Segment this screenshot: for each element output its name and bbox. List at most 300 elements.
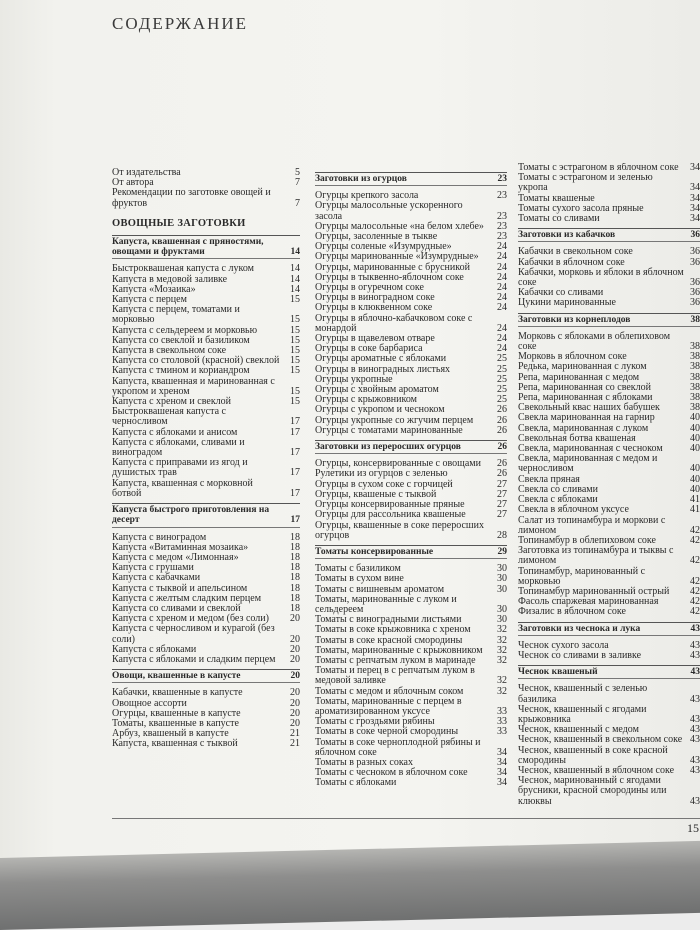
toc-entry-title: Огурцы в соке барбариса: [315, 343, 423, 355]
toc-entry-page: 40: [690, 463, 700, 475]
toc-entry-page: 18: [290, 562, 300, 574]
section-header-page: 26: [497, 442, 507, 453]
toc-entry: [315, 666, 507, 686]
toc-entry-page: 36: [690, 246, 700, 258]
toc-entry-title: Огурцы с крыжовником: [315, 394, 417, 406]
toc-entry-page: 23: [497, 190, 507, 202]
section-header-title: Капуста, квашенная с пряностями, овощами и фруктами: [112, 237, 264, 258]
toc-entry-title: Огурцы в тыквенно-яблочном соке: [315, 271, 464, 283]
toc-entry-title: Чеснок сухого засола: [518, 639, 609, 651]
section-header-title: Овощи, квашенные в капусте: [112, 671, 241, 682]
toc-entry-title: Быстроквашеная капуста с черносливом: [112, 406, 226, 428]
toc-entry-page: 34: [497, 756, 507, 768]
toc-entry-title: Капуста, квашенная с морковной ботвой: [112, 477, 253, 499]
toc-entry-title: Капуста «Витаминная мозаика»: [112, 541, 249, 553]
toc-entry-page: 21: [290, 728, 300, 740]
toc-column-1: [112, 168, 300, 750]
toc-column-3: [518, 163, 700, 807]
toc-entry-page: 18: [290, 592, 300, 604]
toc-entry-page: 34: [690, 163, 700, 173]
toc-entry: [518, 651, 700, 661]
toc-entry-page: 24: [497, 302, 507, 314]
toc-entry: [315, 314, 507, 334]
toc-entry-title: Огурцы в клюквенном соке: [315, 302, 433, 314]
toc-entry-title: Чеснок, квашенный с зеленью базилика: [518, 683, 648, 705]
toc-entry-page: 20: [290, 653, 300, 665]
toc-entry-page: 21: [290, 738, 300, 750]
toc-entry-page: 20: [290, 717, 300, 729]
toc-entry-title: От издательства: [112, 167, 181, 178]
toc-entry: [518, 776, 700, 807]
section-header-page: 23: [497, 174, 507, 184]
toc-entry-page: 34: [690, 192, 700, 204]
toc-entry-title: Томаты с базиликом: [315, 563, 401, 575]
toc-entry-page: 43: [690, 724, 700, 736]
toc-entry-title: Кабачки со сливами: [518, 287, 604, 299]
toc-entry-title: Капуста «Мозаика»: [112, 283, 196, 295]
toc-entry-page: 42: [690, 606, 700, 618]
toc-entry-page: 15: [290, 396, 300, 408]
toc-entry-title: Репа, маринованная со свеклой: [518, 381, 652, 393]
toc-entry-title: Огурцы в яблочно-кабачковом соке с монардой: [315, 312, 473, 334]
section-header-page: 43: [690, 667, 700, 678]
toc-entry-title: Капуста с яблоками и сладким перцем: [112, 653, 276, 665]
toc-entry-page: 15: [290, 334, 300, 346]
toc-entry-page: 40: [690, 432, 700, 444]
toc-entry-title: Огурцы малосольные ускоренного засола: [315, 200, 463, 222]
toc-entry-page: 17: [290, 447, 300, 459]
toc-entry-page: 7: [295, 177, 300, 189]
toc-entry-title: Огурцы укропные со жгучим перцем: [315, 414, 474, 426]
toc-entry: [315, 574, 507, 584]
toc-entry-title: Томаты в сухом вине: [315, 573, 404, 585]
toc-entry-title: Капуста с яблоками: [112, 643, 197, 655]
toc-entry-page: 43: [690, 649, 700, 661]
toc-entry: [518, 332, 700, 352]
section-header-title: Томаты консервированные: [315, 546, 434, 557]
toc-entry-title: Салат из топинамбура и моркови с лимоном: [518, 514, 666, 536]
toc-entry-title: Томаты в соке красной смородины: [315, 634, 463, 646]
toc-entry-title: Репа, маринованная с яблоками: [518, 392, 653, 404]
toc-entry: [518, 705, 700, 725]
toc-entry-title: Огурцы в огуречном соке: [315, 282, 424, 294]
section-header-page: 29: [497, 546, 507, 557]
toc-entry-title: Капуста с медом «Лимонная»: [112, 551, 239, 563]
toc-entry-page: 30: [497, 583, 507, 595]
toc-entry-title: Капуста с хреном и медом (без соли): [112, 613, 269, 625]
toc-entry-title: Огурцы, засоленные в тыкве: [315, 231, 438, 243]
toc-entry-title: Капуста с желтым сладким перцем: [112, 592, 262, 604]
toc-entry-page: 40: [690, 483, 700, 495]
section-header: [518, 665, 700, 679]
toc-entry-page: 15: [290, 355, 300, 367]
toc-entry-page: 43: [690, 754, 700, 766]
toc-entry-title: Капуста, квашенная с тыквой: [112, 738, 238, 750]
toc-entry-title: Томаты в разных соках: [315, 756, 413, 768]
toc-entry-title: Огурцы маринованные «Изумрудные»: [315, 251, 479, 263]
toc-entry-title: Томаты со сливами: [518, 213, 600, 225]
toc-entry-title: Капуста с грушами: [112, 562, 194, 574]
toc-entry-page: 32: [497, 624, 507, 636]
toc-entry: [518, 746, 700, 766]
toc-entry-title: Чеснок, квашенный в свекольном соке: [518, 734, 683, 746]
section-header-title: Заготовки из огурцов: [315, 174, 407, 184]
section-header-title: Заготовки из чеснока и лука: [518, 623, 641, 634]
toc-entry-title: Томаты с вишневым ароматом: [315, 583, 445, 595]
toc-entry-title: Топинамбур маринованный острый: [518, 585, 670, 597]
toc-entry-page: 43: [690, 639, 700, 651]
toc-entry-title: Чеснок со сливами в заливке: [518, 649, 642, 661]
toc-entry: [112, 739, 300, 749]
toc-entry: [518, 516, 700, 536]
toc-entry-page: 36: [690, 256, 700, 268]
section-header-page: 38: [690, 314, 700, 325]
toc-entry-title: Капуста со столовой (красной) свеклой: [112, 355, 280, 367]
toc-entry-title: Арбуз, квашеный в капусте: [112, 728, 229, 740]
toc-entry-page: 34: [690, 182, 700, 194]
toc-entry-page: 26: [497, 424, 507, 436]
toc-entry-title: Рекомендации по заготовке овощей и фруктов: [112, 187, 271, 209]
toc-entry: [518, 173, 700, 193]
toc-entry-page: 42: [690, 596, 700, 608]
toc-entry-page: 42: [690, 585, 700, 597]
toc-entry-title: Томаты, маринованные с крыжовником: [315, 644, 483, 656]
toc-entry-page: 17: [290, 426, 300, 438]
toc-entry-title: Чеснок, квашенный с ягодами крыжовника: [518, 703, 647, 725]
toc-entry: [112, 407, 300, 427]
toc-entry-page: 40: [690, 412, 700, 424]
toc-entry-page: 36: [690, 277, 700, 289]
toc-entry-title: Томаты с гроздьями рябины: [315, 716, 435, 728]
toc-entry-title: Огурцы, квашенные в капусте: [112, 707, 241, 719]
toc-entry-title: Заготовка из топинамбура и тыквы с лимоном: [518, 545, 674, 567]
page-title: СОДЕРЖАНИЕ: [112, 14, 249, 33]
toc-entry-title: Фасоль спаржевая маринованная: [518, 596, 659, 608]
toc-entry-page: 7: [295, 197, 300, 209]
toc-entry-page: 18: [290, 541, 300, 553]
toc-entry-page: 24: [497, 251, 507, 263]
toc-entry-page: 18: [290, 531, 300, 543]
toc-entry-page: 42: [690, 524, 700, 536]
toc-entry-page: 18: [290, 602, 300, 614]
toc-entry-title: Томаты и перец в с репчатым луком в медовой заливке: [315, 665, 475, 687]
toc-entry-title: Огурцы крепкого засола: [315, 190, 419, 202]
toc-entry-page: 15: [290, 385, 300, 397]
section-header-page: 43: [690, 623, 700, 634]
toc-entry: [315, 201, 507, 221]
toc-entry-title: Рулетики из огурцов с зеленью: [315, 468, 448, 480]
toc-entry: [315, 738, 507, 758]
toc-entry-page: 20: [290, 687, 300, 699]
toc-entry-page: 20: [290, 643, 300, 655]
toc-entry-page: 17: [290, 487, 300, 499]
toc-entry-title: Капуста с яблоками, сливами и виноградом: [112, 436, 245, 459]
toc-entry: [315, 778, 507, 788]
toc-entry-page: 43: [690, 693, 700, 705]
toc-entry-page: 20: [290, 613, 300, 625]
toc-entry-page: 43: [690, 764, 700, 776]
toc-entry-page: 18: [290, 582, 300, 594]
toc-entry-page: 25: [497, 394, 507, 406]
toc-entry-page: 27: [497, 499, 507, 511]
toc-entry-page: 32: [497, 634, 507, 646]
toc-entry-title: Морковь с яблоками в облепиховом соке: [518, 330, 671, 353]
section-header-title: Заготовки из кабачков: [518, 230, 616, 241]
toc-entry-title: Капуста с перцем: [112, 294, 187, 306]
toc-entry: [112, 624, 300, 644]
toc-entry-page: 24: [497, 343, 507, 355]
toc-entry-page: 27: [497, 488, 507, 500]
section-header: [112, 503, 300, 527]
section-header-title: Заготовки из переросших огурцов: [315, 442, 461, 453]
toc-entry-title: Огурцы соленые «Изумрудные»: [315, 241, 452, 253]
toc-entry-page: 18: [290, 551, 300, 563]
toc-entry-title: Свекла маринованная на гарнир: [518, 412, 655, 424]
toc-entry-title: Капуста в медовой заливке: [112, 273, 228, 285]
toc-entry: [518, 546, 700, 566]
toc-entry-page: 26: [497, 414, 507, 426]
toc-entry-page: 23: [497, 220, 507, 232]
toc-entry-page: 36: [690, 287, 700, 299]
section-header-title: Заготовки из корнеплодов: [518, 314, 631, 325]
toc-entry-page: 15: [290, 314, 300, 326]
toc-entry-title: Кабачки в свекольном соке: [518, 246, 633, 258]
toc-entry-page: 41: [690, 494, 700, 506]
toc-entry-page: 30: [497, 603, 507, 615]
toc-entry-page: 34: [497, 777, 507, 789]
toc-entry-page: 26: [497, 404, 507, 416]
toc-entry: [518, 298, 700, 308]
toc-entry-page: 20: [290, 697, 300, 709]
toc-entry-title: Чеснок, квашенный в яблочном соке: [518, 764, 675, 776]
toc-entry-page: 24: [497, 282, 507, 294]
toc-entry: [112, 438, 300, 458]
toc-entry-page: 34: [497, 746, 507, 758]
toc-entry-page: 14: [290, 273, 300, 285]
section-header-title: Капуста быстрого приготовления на десерт: [112, 505, 270, 526]
toc-entry-title: Кабачки, квашенные в капусте: [112, 687, 243, 699]
toc-entry-page: 24: [497, 271, 507, 283]
toc-entry-title: Свекольный квас наших бабушек: [518, 402, 660, 414]
toc-entry-page: 40: [690, 422, 700, 434]
toc-entry-page: 32: [497, 685, 507, 697]
toc-entry-page: 17: [290, 467, 300, 479]
toc-entry-page: 27: [497, 509, 507, 521]
toc-entry: [112, 479, 300, 499]
toc-entry-title: Капуста с яблоками и анисом: [112, 426, 238, 438]
toc-entry-title: Томаты, квашенные в капусте: [112, 717, 239, 729]
toc-entry-page: 30: [497, 563, 507, 575]
section-header: [315, 545, 507, 559]
toc-entry-title: Капуста с черносливом и курагой (без соли): [112, 623, 275, 645]
toc-entry-page: 42: [690, 534, 700, 546]
toc-entry-page: 23: [497, 210, 507, 222]
toc-entry: [112, 655, 300, 665]
toc-entry-title: Свекла с яблоками: [518, 494, 598, 506]
toc-entry-page: 38: [690, 361, 700, 373]
toc-entry-page: 38: [690, 371, 700, 383]
toc-entry-title: Огурцы ароматные с яблоками: [315, 353, 447, 365]
toc-entry-title: Томаты с эстрагоном в яблочном соке: [518, 163, 679, 173]
toc-entry-title: Кабачки, морковь и яблоки в яблочном соке: [518, 266, 684, 289]
toc-entry-page: 43: [690, 713, 700, 725]
section-header-title: Чеснок квашеный: [518, 667, 598, 678]
toc-entry: [112, 377, 300, 397]
toc-entry: [315, 697, 507, 717]
toc-entry-page: 15: [290, 345, 300, 357]
toc-entry-title: Томаты, маринованные с луком и сельдереем: [315, 593, 457, 615]
toc-entry-title: Томаты сухого засола пряные: [518, 202, 644, 214]
toc-entry-page: 38: [690, 341, 700, 353]
toc-entry: [518, 607, 700, 617]
toc-entry-page: 43: [690, 734, 700, 746]
toc-entry-title: Репа, маринованная с медом: [518, 371, 640, 383]
toc-entry-page: 30: [497, 614, 507, 626]
section-header: [315, 440, 507, 454]
toc-entry-title: Овощное ассорти: [112, 697, 187, 709]
toc-entry-title: Свекла в яблочном уксусе: [518, 504, 629, 516]
toc-entry: [315, 426, 507, 436]
toc-entry-page: 14: [290, 283, 300, 295]
toc-entry-title: Капуста с тмином и кориандром: [112, 365, 250, 377]
section-header: [315, 172, 507, 186]
toc-entry-title: Чеснок, квашенный в соке красной смородины: [518, 744, 668, 766]
section-header-page: 20: [290, 671, 300, 682]
toc-entry-title: Томаты с репчатым луком в маринаде: [315, 654, 476, 666]
toc-entry-title: Свекла, маринованная с чесноком: [518, 443, 663, 455]
toc-entry-page: 24: [497, 241, 507, 253]
toc-entry: [518, 505, 700, 515]
toc-entry-page: 38: [690, 351, 700, 363]
toc-entry-page: 24: [497, 292, 507, 304]
toc-entry-title: Капуста в свекольном соке: [112, 345, 227, 357]
toc-entry-title: Огурцы консервированные пряные: [315, 499, 465, 511]
toc-entry-page: 38: [690, 402, 700, 414]
toc-entry-title: Капуста с кабачками: [112, 572, 201, 584]
toc-entry-title: Морковь в яблочном соке: [518, 351, 627, 363]
toc-entry-title: Топинамбур, маринованный с морковью: [518, 565, 646, 587]
toc-entry-title: Огурцы с укропом и чесноком: [315, 404, 445, 416]
toc-entry-page: 24: [497, 322, 507, 334]
toc-entry-page: 32: [497, 675, 507, 687]
toc-entry-title: Огурцы с хвойным ароматом: [315, 384, 439, 396]
toc-entry-title: Огурцы в сухом соке с горчицей: [315, 478, 453, 490]
toc-entry-page: 23: [497, 231, 507, 243]
toc-entry-title: Огурцы в щавелевом отваре: [315, 333, 435, 345]
toc-entry-page: 15: [290, 294, 300, 306]
toc-entry-title: Томаты с чесноком в яблочном соке: [315, 767, 468, 779]
toc-entry-title: Капуста с приправами из ягод и душистых трав: [112, 457, 248, 479]
toc-entry-title: Свекла пряная: [518, 473, 580, 485]
toc-entry: [518, 567, 700, 587]
toc-entry-page: 28: [497, 529, 507, 541]
toc-entry: [112, 305, 300, 325]
toc-entry-title: Огурцы, маринованные с брусникой: [315, 261, 470, 273]
toc-entry-title: Капуста с виноградом: [112, 531, 207, 543]
toc-entry-page: 25: [497, 363, 507, 375]
toc-entry-title: Капуста со свеклой и базиликом: [112, 334, 250, 346]
toc-entry-page: 33: [497, 705, 507, 717]
toc-entry: [518, 268, 700, 288]
part-heading: ОВОЩНЫЕ ЗАГОТОВКИ: [112, 217, 246, 229]
toc-entry-title: Томаты с эстрагоном и зеленью укропа: [518, 172, 653, 194]
toc-entry-title: Томаты в соке крыжовника с хреном: [315, 624, 471, 636]
toc-entry-title: Огурцы малосольные «на белом хлебе»: [315, 220, 484, 232]
toc-entry-page: 42: [690, 575, 700, 587]
section-header-page: 17: [290, 515, 300, 526]
section-header: [518, 313, 700, 327]
toc-entry-page: 25: [497, 384, 507, 396]
section-header-page: 36: [690, 230, 700, 241]
toc-entry-title: Томаты в соке черной смородины: [315, 726, 459, 738]
toc-entry-page: 5: [295, 167, 300, 178]
toc-entry-page: 27: [497, 478, 507, 490]
toc-entry-title: Томаты, маринованные с перцем в ароматизированном уксусе: [315, 695, 462, 717]
toc-entry: [112, 458, 300, 478]
toc-entry-page: 20: [290, 707, 300, 719]
section-header: [112, 235, 300, 259]
toc-entry-page: 40: [690, 473, 700, 485]
toc-entry-title: Томаты квашеные: [518, 192, 595, 204]
toc-entry-title: Топинамбур в облепиховом соке: [518, 534, 656, 546]
toc-entry-title: Огурцы, консервированные с овощами: [315, 458, 481, 470]
toc-entry-page: 30: [497, 573, 507, 585]
toc-entry-page: 32: [497, 644, 507, 656]
toc-entry-title: Огурцы в виноградном соке: [315, 292, 435, 304]
toc-entry-page: 26: [497, 468, 507, 480]
toc-entry-title: Капуста, квашенная и маринованная с укропом и хреном: [112, 375, 275, 397]
toc-entry-page: 20: [290, 633, 300, 645]
page-number: 15: [687, 821, 699, 835]
toc-entry-title: Свекла со сливами: [518, 483, 598, 495]
toc-entry-page: 38: [690, 381, 700, 393]
toc-entry-page: 15: [290, 365, 300, 377]
toc-entry-title: Томаты с виноградными листьями: [315, 614, 462, 626]
toc-entry-page: 43: [690, 795, 700, 807]
toc-entry-page: 25: [497, 353, 507, 365]
toc-entry-title: Чеснок, квашенный с медом: [518, 724, 639, 736]
toc-entry-title: Огурцы с томатами маринованные: [315, 424, 463, 436]
toc-entry: [112, 573, 300, 583]
toc-entry: [315, 510, 507, 520]
toc-entry-title: Редька, маринованная с луком: [518, 361, 647, 373]
section-header: [518, 622, 700, 636]
toc-entry: [315, 625, 507, 635]
toc-entry-page: 36: [690, 297, 700, 309]
toc-entry: [315, 595, 507, 615]
toc-entry-page: 15: [290, 324, 300, 336]
section-header: [112, 669, 300, 683]
toc-entry-page: 32: [497, 654, 507, 666]
toc-entry-title: Томаты в соке черноплодной рябины и яблочном соке: [315, 736, 481, 758]
toc-entry-page: 33: [497, 726, 507, 738]
toc-entry-title: Капуста с тыквой и апельсином: [112, 582, 248, 594]
toc-entry-title: Огурцы для рассольника квашеные: [315, 509, 466, 521]
toc-entry-title: Свекольная ботва квашеная: [518, 432, 636, 444]
toc-entry-page: 17: [290, 416, 300, 428]
toc-entry-page: 34: [497, 767, 507, 779]
toc-entry: [518, 684, 700, 704]
toc-entry-title: От автора: [112, 177, 154, 189]
section-header: [518, 228, 700, 242]
toc-entry-title: Огурцы, квашеные с тыквой: [315, 488, 437, 500]
toc-entry-title: Цукини маринованные: [518, 297, 616, 309]
toc-entry-page: 24: [497, 261, 507, 273]
toc-entry-title: Огурцы, квашенные в соке переросших огурцов: [315, 519, 484, 541]
toc-entry-title: Кабачки в яблочном соке: [518, 256, 625, 268]
toc-entry-page: 25: [497, 373, 507, 385]
toc-entry-title: Огурцы в виноградных листьях: [315, 363, 451, 375]
